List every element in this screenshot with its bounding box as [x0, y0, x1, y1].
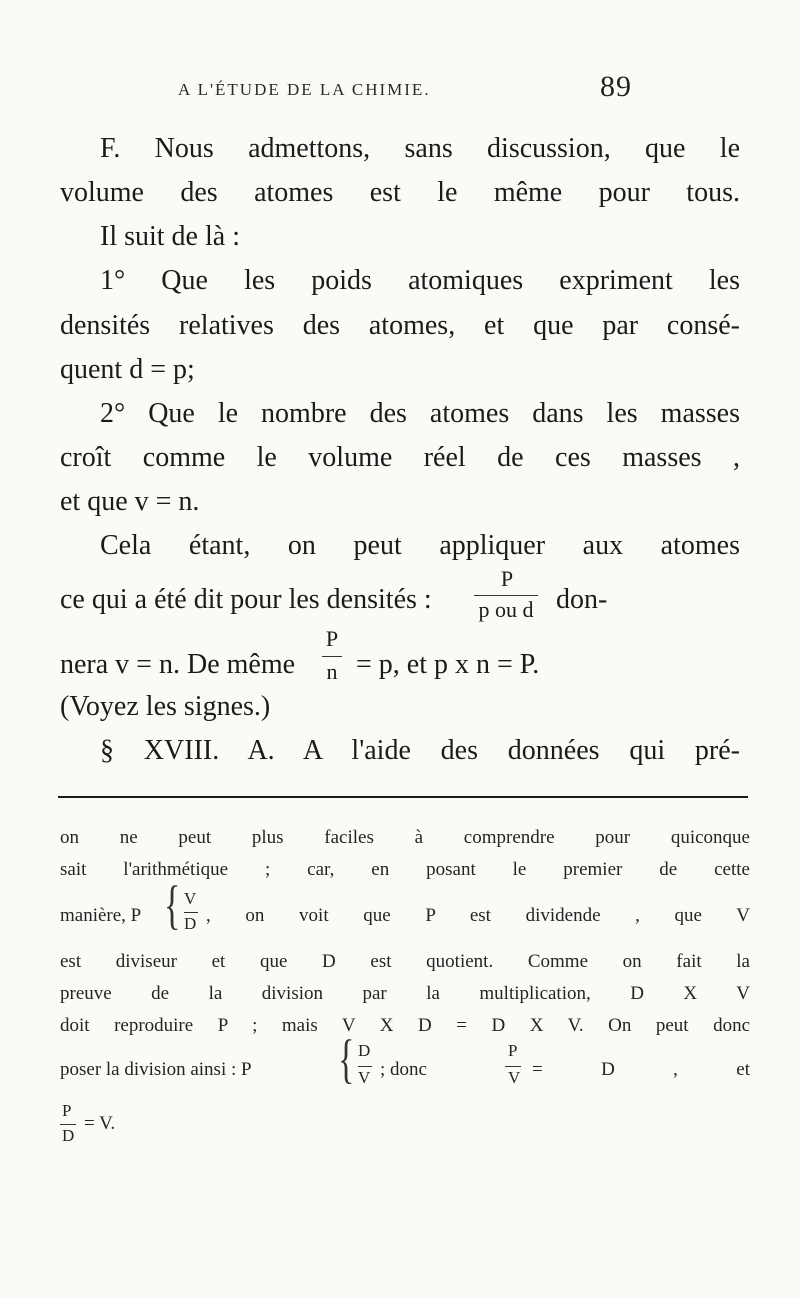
body-line: et que v = n.	[60, 486, 200, 517]
division-top: V	[184, 889, 197, 908]
body-line: volume des atomes est le même pour tous.	[60, 177, 740, 208]
footnote-line: est diviseur et que D est quotient. Comme on fait la	[60, 951, 750, 972]
body-line: croît comme le volume réel de ces masses ,	[60, 442, 740, 473]
page-number: 89	[600, 70, 632, 103]
division-bottom: D	[184, 914, 197, 933]
fraction-denominator: p ou d	[478, 597, 534, 622]
formula-line-1-text: ce qui a été dit pour les densités :	[60, 584, 432, 615]
poser-bottom: V	[358, 1068, 371, 1087]
footnote-line: sait l'arithmétique ; car, en posant le premier de cette	[60, 859, 750, 880]
fraction-numerator: P	[500, 566, 514, 591]
poser-frac-den: V	[508, 1068, 521, 1087]
fraction-bar	[474, 595, 538, 596]
footnote-rule	[58, 796, 748, 798]
body-line: F. Nous admettons, sans discussion, que le	[100, 133, 740, 164]
footnote-poser-before: poser la division ainsi : P	[60, 1059, 252, 1080]
poser-frac-bar	[505, 1066, 521, 1067]
poser-top: D	[358, 1041, 371, 1060]
poser-frac-num: P	[508, 1041, 518, 1060]
body-line: Il suit de là :	[100, 221, 240, 252]
footnote-poser-after: = D , et	[532, 1059, 750, 1080]
running-title: A L'ÉTUDE DE LA CHIMIE.	[178, 80, 431, 99]
brace-icon: {	[338, 1030, 355, 1090]
formula-line-1-after: don-	[556, 584, 608, 615]
brace-icon: {	[164, 876, 181, 936]
footnote-division-before: manière, P	[60, 905, 142, 926]
body-line: 2° Que le nombre des atomes dans les masses	[100, 398, 740, 429]
fraction-denominator: n	[326, 659, 338, 684]
poser-bar	[358, 1066, 372, 1067]
footnote-division-after: , on voit que P est dividende , que V	[206, 905, 750, 926]
last-frac-bar	[60, 1124, 76, 1125]
formula-line-2-text: nera v = n. De même	[60, 649, 296, 680]
last-frac-den: D	[62, 1126, 75, 1145]
body-line: (Voyez les signes.)	[60, 691, 271, 722]
last-frac-num: P	[62, 1101, 72, 1120]
body-line: quent d = p;	[60, 354, 195, 385]
footnote-line: preuve de la division par la multiplication, D X V	[60, 983, 750, 1004]
body-line: 1° Que les poids atomiques expriment les	[100, 265, 740, 296]
section-line: § XVIII. A. A l'aide des données qui pré-	[100, 735, 740, 766]
formula-line-2-after: = p, et p x n = P.	[356, 649, 540, 680]
footnote-last-after: = V.	[84, 1113, 116, 1134]
body-line: densités relatives des atomes, et que par consé-	[60, 310, 740, 341]
footnote-line: doit reproduire P ; mais V X D = D X V. On peut donc	[60, 1015, 750, 1036]
footnote-poser-middle: ; donc	[380, 1059, 427, 1080]
division-bar	[184, 912, 198, 913]
footnote-line: on ne peut plus faciles à comprendre pour quiconque	[60, 827, 750, 848]
fraction-numerator: P	[325, 626, 339, 651]
fraction-bar	[322, 656, 342, 657]
body-line: Cela étant, on peut appliquer aux atomes	[100, 530, 740, 561]
